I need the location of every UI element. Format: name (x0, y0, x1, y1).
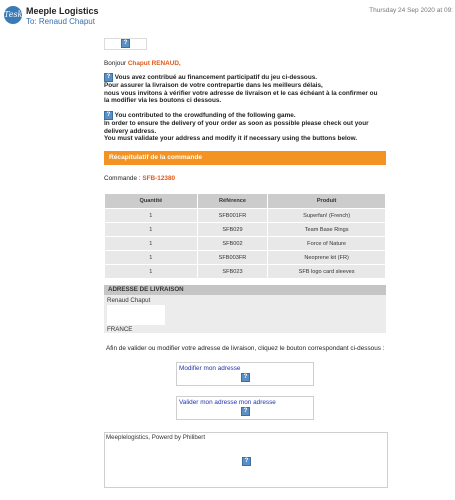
en-line-1: You contributed to the crowdfunding of the following game. (113, 112, 296, 120)
column-header-reference: Référence (198, 194, 268, 208)
recipient-line[interactable]: To: Renaud Chaput (26, 17, 95, 26)
cell-product: Neoprene kit (FR) (268, 251, 385, 264)
order-number: SFB-12380 (142, 175, 176, 182)
fr-line-3: nous vous invitons à vérifier votre adresse de livraison et le cas échéant à la confirmer ou (104, 89, 378, 97)
cell-product: Superfan! (French) (268, 209, 385, 222)
order-label: Commande : (104, 175, 143, 182)
english-intro (104, 111, 369, 143)
greeting-name: Chaput RENAUD, (127, 60, 181, 67)
table-row (105, 237, 385, 250)
column-header-product: Produit (268, 194, 385, 208)
greeting-prefix: Bonjour (104, 60, 128, 67)
cell-product: Team Base Rings (268, 223, 385, 236)
validate-address-button[interactable] (176, 396, 314, 420)
cell-quantity: 1 (105, 265, 197, 278)
cell-quantity: 1 (105, 209, 197, 222)
address-instruction: Afin de valider ou modifier votre adresse de livraison, cliquez le bouton correspondant ci-dessous : (106, 345, 385, 352)
cell-quantity: 1 (105, 223, 197, 236)
address-country: FRANCE (107, 326, 133, 333)
fr-line-4: la modifier via les boutons ci dessous. (104, 97, 222, 105)
cell-product: Force of Nature (268, 237, 385, 250)
shipping-address-box (104, 295, 386, 333)
cell-reference: SFB029 (198, 223, 268, 236)
email-date: Thursday 24 Sep 2020 at 09: (369, 7, 453, 14)
table-row (105, 209, 385, 222)
modify-address-label[interactable]: Modifier mon adresse (179, 365, 241, 372)
address-lines-blank (107, 305, 165, 325)
table-row (105, 251, 385, 264)
en-line-3: delivery address. (104, 127, 157, 135)
validate-address-label[interactable]: Valider mon adresse mon adresse (179, 399, 276, 406)
address-name: Renaud Chaput (107, 297, 151, 304)
order-summary-banner: Récapitulatif de la commande (104, 151, 386, 165)
fr-line-2: Pour assurer la livraison de votre contrepartie dans les meilleurs délais, (104, 82, 323, 89)
greeting (104, 60, 181, 68)
email-footer (104, 432, 388, 488)
cell-quantity: 1 (105, 251, 197, 264)
broken-image-icon: ? (121, 39, 130, 48)
shipping-address-title: ADRESSE DE LIVRAISON (104, 285, 386, 295)
broken-image-icon: ? (242, 457, 251, 466)
sender-name[interactable]: Meeple Logistics (26, 6, 99, 16)
cell-reference: SFB023 (198, 265, 268, 278)
fr-line-1: Vous avez contribué au financement participatif du jeu ci-dessous. (113, 74, 318, 82)
broken-image-icon: ? (241, 407, 250, 416)
cell-product: SFB logo card sleeves (268, 265, 385, 278)
cell-reference: SFB001FR (198, 209, 268, 222)
broken-image-icon: ? (104, 73, 113, 82)
table-row (105, 265, 385, 278)
en-line-2: In order to ensure the delivery of your order as soon as possible please check out your (104, 120, 369, 127)
table-row (105, 223, 385, 236)
sender-avatar: Tesk (4, 6, 22, 24)
footer-text: Meeplelogistics, Powerd by Philibert (106, 434, 206, 441)
french-intro (104, 73, 377, 105)
broken-image-icon: ? (104, 111, 113, 120)
modify-address-button[interactable] (176, 362, 314, 386)
order-items-table (104, 193, 386, 279)
cell-reference: SFB003FR (198, 251, 268, 264)
en-line-4: You must validate your address and modify it if necessary using the buttons below. (104, 135, 358, 143)
email-header (0, 0, 455, 36)
logo-image-placeholder (104, 38, 147, 50)
table-header-row (105, 194, 385, 208)
broken-image-icon: ? (241, 373, 250, 382)
column-header-quantity: Quantité (105, 194, 197, 208)
cell-reference: SFB002 (198, 237, 268, 250)
cell-quantity: 1 (105, 237, 197, 250)
order-line (104, 175, 175, 183)
